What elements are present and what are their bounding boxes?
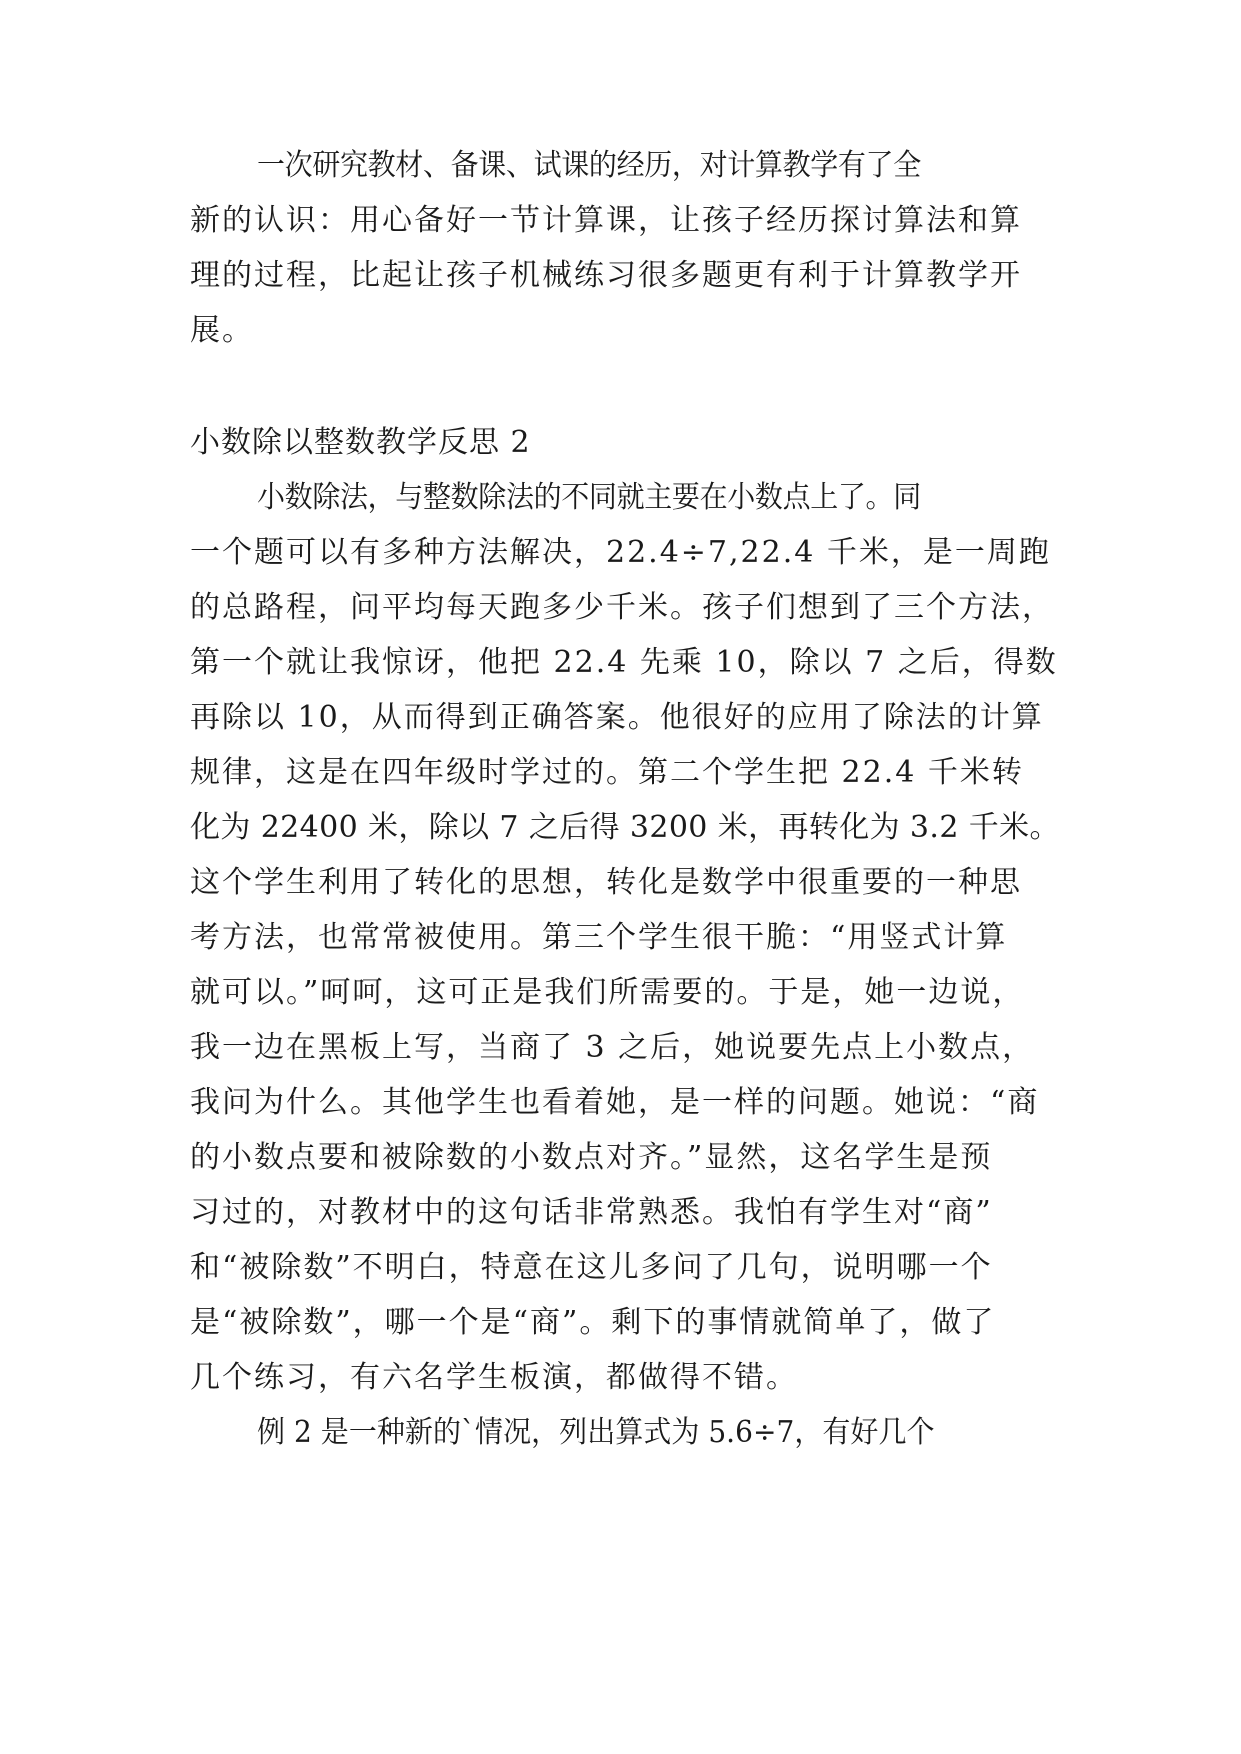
paragraph-2-line-8: 这个学生利用了转化的思想，转化是数学中很重要的一种思 <box>190 865 1022 900</box>
paragraph-3-line-1: 例 2 是一种新的`情况，列出算式为 5.6÷7，有好几个 <box>257 1415 935 1450</box>
paragraph-2-line-10: 就可以。”呵呵，这可正是我们所需要的。于是，她一边说， <box>190 975 1025 1010</box>
paragraph-2-line-7: 化为 22400 米，除以 7 之后得 3200 米，再转化为 3.2 千米。 <box>190 810 1060 845</box>
paragraph-2-line-2: 一个题可以有多种方法解决，22.4÷7,22.4 千米，是一周跑 <box>190 535 1051 570</box>
paragraph-2-line-1: 小数除法，与整数除法的不同就主要在小数点上了。同 <box>257 480 921 515</box>
paragraph-2-line-5: 再除以 10，从而得到正确答案。他很好的应用了除法的计算 <box>190 700 1044 735</box>
paragraph-2-line-17: 几个练习，有六名学生板演，都做得不错。 <box>190 1360 798 1395</box>
paragraph-2-line-9: 考方法，也常常被使用。第三个学生很干脆：“用竖式计算 <box>190 920 1008 955</box>
paragraph-1-line-3: 理的过程，比起让孩子机械练习很多题更有利于计算教学开 <box>190 258 1022 293</box>
paragraph-2-line-6: 规律，这是在四年级时学过的。第二个学生把 22.4 千米转 <box>190 755 1024 790</box>
paragraph-2-line-11: 我一边在黑板上写，当商了 3 之后，她说要先点上小数点， <box>190 1030 1035 1065</box>
section-heading: 小数除以整数教学反思 2 <box>190 425 531 460</box>
paragraph-2-line-15: 和“被除数”不明白，特意在这儿多问了几句，说明哪一个 <box>190 1250 993 1285</box>
paragraph-2-line-13: 的小数点要和被除数的小数点对齐。”显然，这名学生是预 <box>190 1140 993 1175</box>
paragraph-2-line-14: 习过的，对教材中的这句话非常熟悉。我怕有学生对“商” <box>190 1195 993 1230</box>
paragraph-2-line-4: 第一个就让我惊讶，他把 22.4 先乘 10，除以 7 之后，得数 <box>190 645 1058 680</box>
paragraph-1-line-4: 展。 <box>190 313 254 348</box>
paragraph-1-line-2: 新的认识：用心备好一节计算课，让孩子经历探讨算法和算 <box>190 203 1022 238</box>
paragraph-1-line-1: 一次研究教材、备课、试课的经历，对计算教学有了全 <box>257 148 921 183</box>
paragraph-2-line-12: 我问为什么。其他学生也看着她，是一样的问题。她说：“商 <box>190 1085 1040 1120</box>
paragraph-2-line-3: 的总路程，问平均每天跑多少千米。孩子们想到了三个方法， <box>190 590 1054 625</box>
paragraph-2-line-16: 是“被除数”，哪一个是“商”。剩下的事情就简单了，做了 <box>190 1305 996 1340</box>
